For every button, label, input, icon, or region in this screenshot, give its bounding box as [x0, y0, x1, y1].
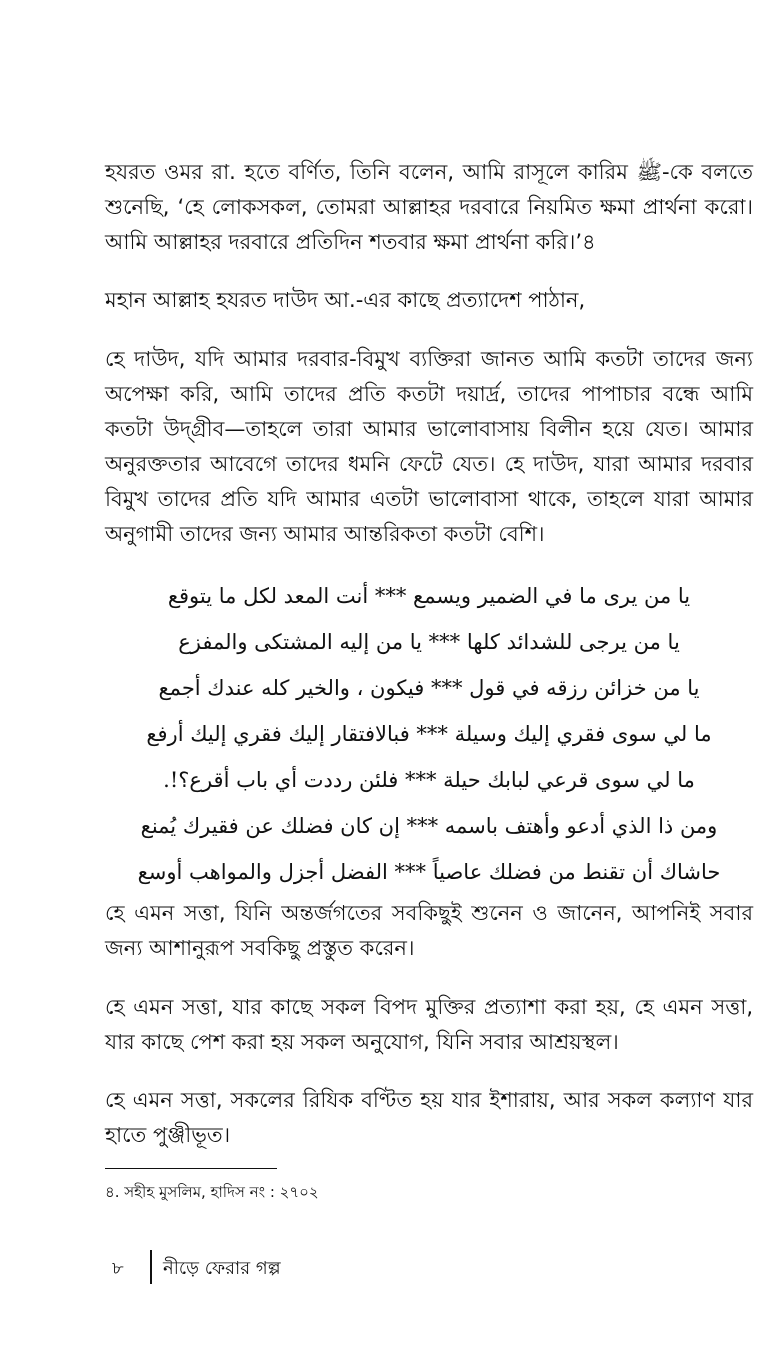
- folio-divider: [150, 1250, 152, 1284]
- poem-line: حاشاك أن تقنط من فضلك عاصياً *** الفضل أجزل والمواهب أوسع: [137, 860, 721, 884]
- paragraph-translation-2: হে এমন সত্তা, যার কাছে সকল বিপদ মুক্তির প্রত্যাশা করা হয়, হে এমন সত্তা, যার কাছে পেশ করা হয় সকল অনুযোগ, যিনি সবার আশ্রয়স্থল।: [105, 995, 753, 1054]
- running-book-title: নীড়ে ফেরার গল্প: [163, 1258, 281, 1279]
- paragraph-translation-3: হে এমন সত্তা, সকলের রিযিক বণ্টিত হয় যার ইশারায়, আর সকল কল্যাণ যার হাতে পুঞ্জীভূত।: [105, 1088, 753, 1147]
- footnote-divider: [105, 1168, 277, 1169]
- poem-line: ما لي سوى قرعي لبابك حيلة *** فلئن رددت أي باب أقرع؟!.: [163, 768, 695, 792]
- poem-line: يا من خزائن رزقه في قول *** فيكون ، والخير كله عندك أجمع: [158, 676, 700, 700]
- poem-line: ومن ذا الذي أدعو وأهتف باسمه *** إن كان فضلك عن فقيرك يُمنع: [140, 814, 718, 838]
- page-number: ৮: [112, 1258, 124, 1279]
- poem-line: يا من يرجى للشدائد كلها *** يا من إليه المشتكى والمفزع: [178, 630, 680, 654]
- paragraph-revelation-text: হে দাউদ, যদি আমার দরবার-বিমুখ ব্যক্তিরা জানত আমি কতটা তাদের জন্য অপেক্ষা করি, আমি তাদের প্রতি কতটা দয়ার্দ্র, তাদের পাপাচার বন্ধে আমি কতটা উদ্‌গ্রীব—তাহলে তারা আমার ভালোবাসায় বিলীন হয়ে যেত। আমার অনুরক্ততার আবেগে তাদের ধমনি ফেটে যেত। হে দাউদ, যারা আমার দরবার বিমুখ তাদের প্রতি যদি আমার এতটা ভালোবাসা থাকে, তাহলে যারা আমার অনুগামী তাদের জন্য আমার আন্তরিকতা কতটা বেশি।: [105, 347, 753, 546]
- poem-line: ما لي سوى فقري إليك وسيلة *** فبالافتقار إليك فقري إليك أرفع: [146, 722, 712, 746]
- paragraph-revelation-intro: মহান আল্লাহ হযরত দাউদ আ.-এর কাছে প্রত্যাদেশ পাঠান,: [105, 288, 586, 312]
- poem-line: يا من يرى ما في الضمير ويسمع *** أنت المعد لكل ما يتوقع: [167, 584, 691, 608]
- paragraph-hadith: হযরত ওমর রা. হতে বর্ণিত, তিনি বলেন, আমি রাসূলে কারিম ﷺ-কে বলতে শুনেছি, ‘হে লোকসকল, তোমরা আল্লাহর দরবারে নিয়মিত ক্ষমা প্রার্থনা করো। আমি আল্লাহর দরবারে প্রতিদিন শতবার ক্ষমা প্রার্থনা করি।’৪: [105, 160, 753, 254]
- footnote: ৪. সহীহ মুসলিম, হাদিস নং : ২৭০২: [105, 1183, 319, 1201]
- paragraph-translation-1: হে এমন সত্তা, যিনি অন্তর্জগতের সবকিছুই শুনেন ও জানেন, আপনিই সবার জন্য আশানুরূপ সবকিছু প্রস্তুত করেন।: [105, 901, 753, 960]
- arabic-poem: [105, 573, 753, 895]
